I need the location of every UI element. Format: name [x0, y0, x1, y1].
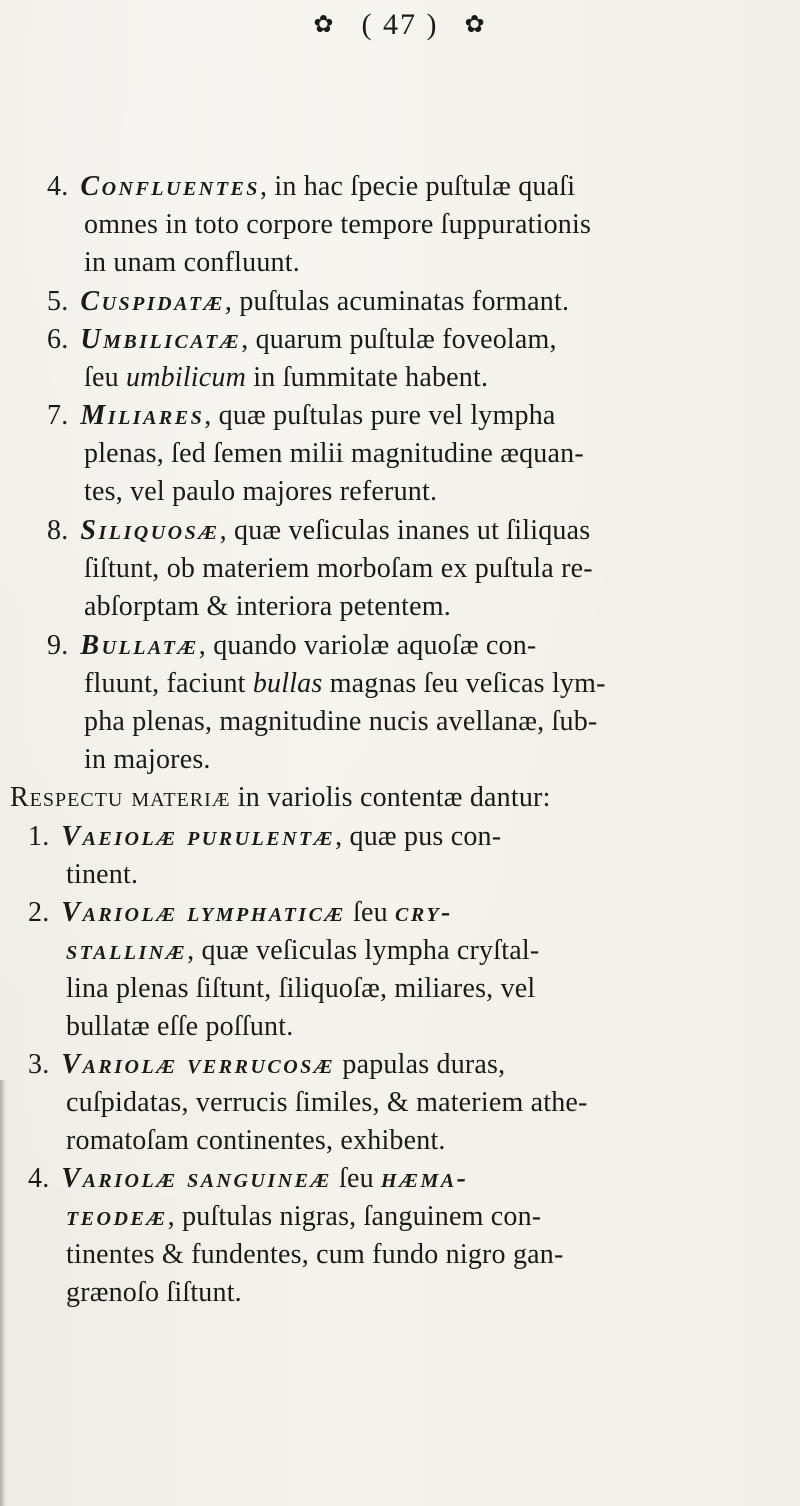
item-text-line: tes, vel paulo majores referunt. — [84, 476, 438, 507]
item-term: Vaeiolæ purulentæ — [61, 821, 336, 852]
item-number: 9. — [47, 630, 69, 661]
item-term: Confluentes — [80, 171, 260, 202]
item-text-line: lina plenas ſiſtunt, ſiliquoſæ, miliares, vel — [66, 973, 536, 1004]
item-text-line: grænoſo ſiſtunt. — [66, 1277, 242, 1308]
list-item-line — [47, 397, 556, 435]
item-text: , puſtulas acuminatas formant. — [224, 286, 570, 317]
page-number: ( 47 ) — [361, 8, 439, 41]
item-term: Miliares — [80, 400, 205, 431]
item-text-line: omnes in toto corpore tempore ſuppurationis — [84, 209, 592, 240]
flower-ornament-icon: ✿ — [313, 12, 336, 38]
list-item-line — [28, 1046, 505, 1084]
item-number: 4. — [47, 171, 69, 202]
list-item-line — [47, 283, 569, 321]
item-text-line: pha plenas, magnitudine nucis avellanæ, ſub- — [84, 706, 598, 737]
item-text-line: cuſpidatas, verrucis ſimiles, & materiem athe- — [66, 1087, 588, 1118]
item-term: Siliquosæ — [80, 515, 220, 546]
item-text-line — [84, 665, 606, 703]
item-term: Variolæ verrucosæ — [61, 1049, 336, 1080]
item-number: 1. — [28, 821, 50, 852]
item-text: , quæ puſtulas pure vel lympha — [204, 400, 556, 431]
item-number: 3. — [28, 1049, 50, 1080]
item-term: Bullatæ — [80, 630, 199, 661]
item-text-line: tinentes & fundentes, cum fundo nigro gan- — [66, 1239, 564, 1270]
section-heading — [10, 779, 551, 817]
item-text: , quæ veſiculas lympha cryſtal- — [187, 935, 540, 966]
flower-ornament-icon: ✿ — [464, 12, 487, 38]
item-text-line: ſiſtunt, ob materiem morboſam ex puſtula re- — [84, 553, 593, 584]
item-number: 6. — [47, 324, 69, 355]
item-text-line: bullatæ eſſe poſſunt. — [66, 1011, 294, 1042]
item-text-line — [66, 932, 539, 970]
item-number: 2. — [28, 897, 50, 928]
item-text-line: abſorptam & interiora petentem. — [84, 591, 451, 622]
list-item-line — [47, 168, 575, 206]
section-lead: Respectu materiæ — [10, 782, 231, 813]
item-text: fluunt, faciunt — [84, 668, 246, 699]
item-term-alt: hæma- — [381, 1163, 469, 1194]
item-text: magnas ſeu veſicas lym- — [329, 668, 606, 699]
section-text: in variolis contentæ dantur: — [237, 782, 551, 813]
item-text-line: in majores. — [84, 744, 211, 775]
list-item-line — [47, 512, 590, 550]
item-text: , quarum puſtulæ foveolam, — [241, 324, 557, 355]
list-item-line — [47, 627, 536, 665]
item-text-line — [66, 1198, 541, 1236]
item-text-line: plenas, ſed ſemen milii magnitudine æquan- — [84, 438, 584, 469]
item-term: Cuspidatæ — [80, 286, 225, 317]
item-text-line: romatoſam continentes, exhibent. — [66, 1125, 446, 1156]
item-text: , in hac ſpecie puſtulæ quaſi — [259, 171, 576, 202]
item-text: , quæ veſiculas inanes ut ſiliquas — [219, 515, 591, 546]
connector-word: ſeu — [339, 1163, 374, 1194]
item-term-alt-cont: teodeæ — [66, 1201, 168, 1232]
list-item-line — [47, 321, 557, 359]
item-number: 5. — [47, 286, 69, 317]
item-number: 8. — [47, 515, 69, 546]
list-item-line — [28, 818, 501, 856]
item-number: 4. — [28, 1163, 50, 1194]
item-text-line: in unam confluunt. — [84, 247, 300, 278]
item-number: 7. — [47, 400, 69, 431]
item-text: papulas duras, — [342, 1049, 506, 1080]
item-term-alt: cry- — [395, 897, 453, 928]
item-term: Variolæ lymphaticæ — [61, 897, 346, 928]
item-term: Variolæ sanguineæ — [61, 1163, 332, 1194]
item-term-alt-cont: stallinæ — [66, 935, 188, 966]
italic-word: umbilicum — [126, 362, 247, 393]
item-text: , puſtulas nigras, ſanguinem con- — [167, 1201, 542, 1232]
item-text: in ſummitate habent. — [253, 362, 489, 393]
binding-shadow — [0, 1080, 6, 1506]
item-text: ſeu — [84, 362, 119, 393]
item-text: , quæ pus con- — [335, 821, 502, 852]
page-header — [0, 8, 800, 42]
item-text-line — [84, 359, 488, 397]
item-text-line: tinent. — [66, 859, 139, 890]
connector-word: ſeu — [353, 897, 388, 928]
list-item-line — [28, 894, 453, 932]
item-term: Umbilicatæ — [80, 324, 242, 355]
italic-word: bullas — [252, 668, 323, 699]
item-text: , quando variolæ aquoſæ con- — [198, 630, 537, 661]
list-item-line — [28, 1160, 468, 1198]
